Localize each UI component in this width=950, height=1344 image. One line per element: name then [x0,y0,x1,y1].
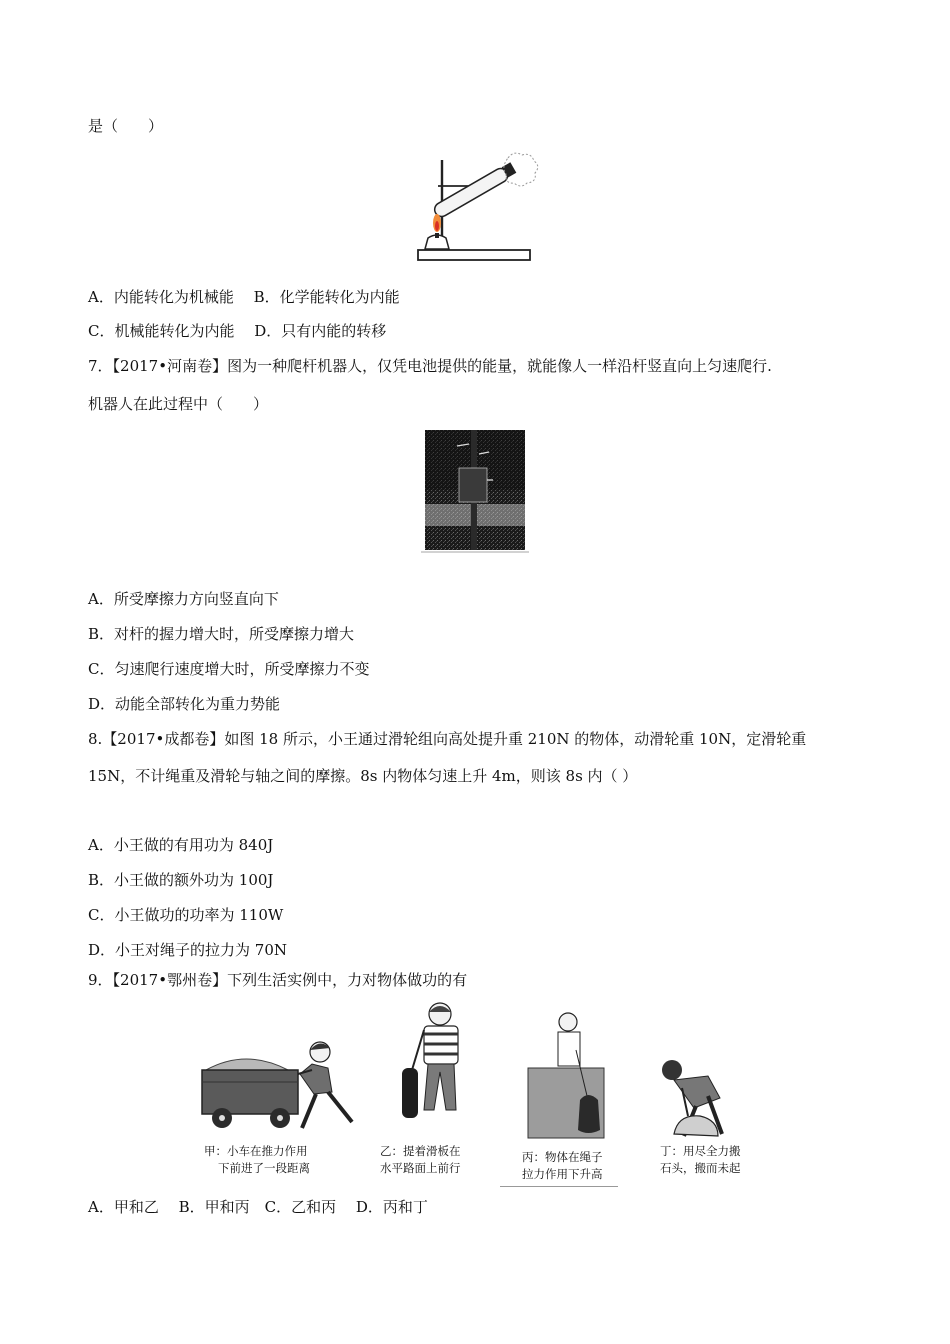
q7-option-a: A．所受摩擦力方向竖直向下 [88,590,279,608]
q7-option-d: D．动能全部转化为重力势能 [88,695,281,713]
caption-ding-line2: 石头，搬而未起 [660,1161,741,1175]
q7-stem-line2: 机器人在此过程中（ ） [88,395,269,413]
work-examples-figure [196,1000,756,1188]
panel-bing-rope-illustration [526,1010,616,1140]
q9-options: A．甲和乙 B．甲和丙 C．乙和丙 D．丙和丁 [88,1198,428,1216]
panel-yi-skateboard-illustration [394,1000,484,1140]
caption-yi-line1: 乙：提着滑板在 [380,1144,461,1158]
caption-bing-line2: 拉力作用下升高 [522,1167,603,1181]
q8-option-d: D．小王对绳子的拉力为 70N [88,941,288,959]
q6-options-row1: A．内能转化为机械能 B．化学能转化为内能 [88,288,400,306]
q8-stem-line1: 8.【2017•成都卷】如图 18 所示，小王通过滑轮组向高处提升重 210N 的物体，动滑轮重 10N，定滑轮重 [88,730,807,748]
q9-stem: 9．【2017•鄂州卷】下列生活实例中，力对物体做功的有 [88,971,468,989]
q7-option-c: C．匀速爬行速度增大时，所受摩擦力不变 [88,660,370,678]
panel-jia-cart-illustration [196,1030,376,1140]
q7-stem-line1: 7．【2017•河南卷】图为一种爬杆机器人，仅凭电池提供的能量，就能像人一样沿杆竖直向上匀速爬行. [88,357,772,375]
q8-option-b: B．小王做的额外功为 100J [88,871,274,889]
q8-option-a: A．小王做的有用功为 840J [88,836,274,854]
panel-ding-rock-illustration [648,1056,748,1142]
caption-ding-line1: 丁：用尽全力搬 [660,1144,741,1158]
caption-jia-line2: 下前进了一段距离 [218,1161,310,1175]
caption-yi-line2: 水平路面上前行 [380,1161,461,1175]
test-tube-heating-figure [412,150,542,268]
caption-bing-line1: 丙：物体在绳子 [522,1150,603,1164]
panel-bing-underline [500,1186,618,1187]
caption-jia-line1: 甲：小车在推力作用 [204,1144,308,1158]
q8-option-c: C．小王做功的功率为 110W [88,906,284,924]
q6-options-row2: C．机械能转化为内能 D．只有内能的转移 [88,322,387,340]
climbing-robot-photo [421,428,529,554]
q6-stem-tail: 是（ ） [88,117,164,135]
q8-stem-line2: 15N，不计绳重及滑轮与轴之间的摩擦。8s 内物体匀速上升 4m，则该 8s 内（ ） [88,767,638,785]
q7-option-b: B．对杆的握力增大时，所受摩擦力增大 [88,625,355,643]
